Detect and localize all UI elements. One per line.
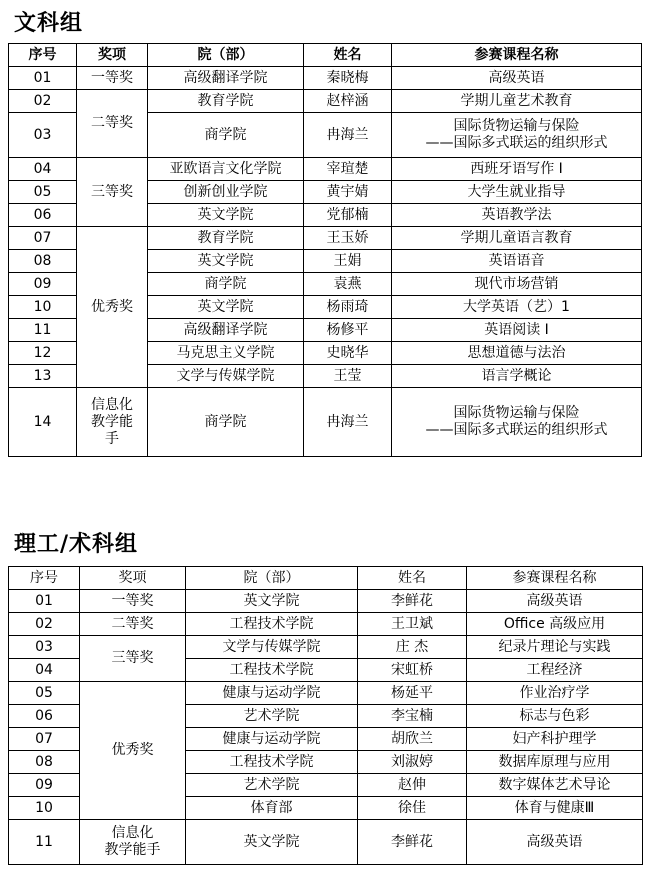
header-award: 奖项 <box>77 44 148 67</box>
table-row <box>9 590 643 613</box>
row-dept: 商学院 <box>148 113 304 158</box>
row-course: 作业治疗学 <box>467 682 643 705</box>
award-third: 三等奖 <box>77 158 148 227</box>
row-name: 史晓华 <box>304 342 392 365</box>
table-row <box>9 227 642 250</box>
row-course: 英语阅读 I <box>392 319 642 342</box>
row-name: 杨修平 <box>304 319 392 342</box>
table-row <box>9 388 642 457</box>
row-name: 黄宇婧 <box>304 181 392 204</box>
row-dept: 文学与传媒学院 <box>186 636 358 659</box>
row-dept: 高级翻译学院 <box>148 319 304 342</box>
header-no: 序号 <box>9 44 77 67</box>
row-no: 13 <box>9 365 77 388</box>
row-name: 杨雨琦 <box>304 296 392 319</box>
row-name: 秦晓梅 <box>304 67 392 90</box>
row-dept: 马克思主义学院 <box>148 342 304 365</box>
row-name: 李宝楠 <box>358 705 467 728</box>
row-no: 09 <box>9 774 80 797</box>
row-dept: 工程技术学院 <box>186 659 358 682</box>
award-first: 一等奖 <box>77 67 148 90</box>
table-row <box>9 158 642 181</box>
row-dept: 英文学院 <box>186 820 358 865</box>
row-course: 妇产科护理学 <box>467 728 643 751</box>
row-dept: 英文学院 <box>148 204 304 227</box>
science-arts-award-table <box>8 566 643 865</box>
row-no: 04 <box>9 158 77 181</box>
table-header-row <box>9 44 642 67</box>
row-name: 李鲜花 <box>358 590 467 613</box>
row-dept: 英文学院 <box>148 296 304 319</box>
row-course: 大学英语（艺）1 <box>392 296 642 319</box>
row-course: 高级英语 <box>467 820 643 865</box>
row-name: 李鲜花 <box>358 820 467 865</box>
row-no: 09 <box>9 273 77 296</box>
row-dept: 教育学院 <box>148 90 304 113</box>
row-course: 英语教学法 <box>392 204 642 227</box>
row-no: 02 <box>9 90 77 113</box>
row-dept: 艺术学院 <box>186 774 358 797</box>
row-course <box>392 113 642 158</box>
row-no: 03 <box>9 113 77 158</box>
award-info-line-2: 教学能手 <box>104 842 161 858</box>
section-title-science-arts: 理工/术科组 <box>14 531 139 557</box>
row-name: 宋虹桥 <box>358 659 467 682</box>
row-no: 11 <box>9 820 80 865</box>
table-row <box>9 682 643 705</box>
row-no: 10 <box>9 797 80 820</box>
row-course: 西班牙语写作 I <box>392 158 642 181</box>
course-line-2: ——国际多式联运的组织形式 <box>425 422 608 438</box>
award-first: 一等奖 <box>80 590 186 613</box>
row-dept: 体育部 <box>186 797 358 820</box>
row-name: 赵梓涵 <box>304 90 392 113</box>
table-header-row <box>9 567 643 590</box>
row-name: 冉海兰 <box>304 388 392 457</box>
liberal-arts-award-table <box>8 43 642 457</box>
header-course: 参赛课程名称 <box>392 44 642 67</box>
row-course <box>392 388 642 457</box>
row-dept: 工程技术学院 <box>186 613 358 636</box>
row-dept: 英文学院 <box>186 590 358 613</box>
row-course: Office 高级应用 <box>467 613 643 636</box>
row-no: 11 <box>9 319 77 342</box>
award-second: 二等奖 <box>80 613 186 636</box>
row-no: 02 <box>9 613 80 636</box>
row-name: 王卫斌 <box>358 613 467 636</box>
row-dept: 健康与运动学院 <box>186 728 358 751</box>
row-course: 数字媒体艺术导论 <box>467 774 643 797</box>
award-second: 二等奖 <box>77 90 148 158</box>
award-info-line-2: 教学能 <box>91 413 133 430</box>
row-course: 高级英语 <box>467 590 643 613</box>
row-no: 04 <box>9 659 80 682</box>
row-no: 10 <box>9 296 77 319</box>
row-no: 01 <box>9 590 80 613</box>
row-course: 学期儿童语言教育 <box>392 227 642 250</box>
row-name: 冉海兰 <box>304 113 392 158</box>
row-name: 胡欣兰 <box>358 728 467 751</box>
row-name: 徐佳 <box>358 797 467 820</box>
row-dept: 英文学院 <box>148 250 304 273</box>
header-award: 奖项 <box>80 567 186 590</box>
award-excellent: 优秀奖 <box>77 227 148 388</box>
row-course: 纪录片理论与实践 <box>467 636 643 659</box>
table-row <box>9 613 643 636</box>
header-name: 姓名 <box>358 567 467 590</box>
award-info <box>80 820 186 865</box>
row-no: 05 <box>9 682 80 705</box>
row-name: 王娟 <box>304 250 392 273</box>
row-dept: 健康与运动学院 <box>186 682 358 705</box>
row-name: 赵伸 <box>358 774 467 797</box>
header-dept: 院（部） <box>148 44 304 67</box>
award-excellent: 优秀奖 <box>80 682 186 820</box>
row-course: 学期儿童艺术教育 <box>392 90 642 113</box>
row-dept: 商学院 <box>148 273 304 296</box>
header-dept: 院（部） <box>186 567 358 590</box>
award-third: 三等奖 <box>80 636 186 682</box>
row-name: 宰瑄楚 <box>304 158 392 181</box>
header-name: 姓名 <box>304 44 392 67</box>
row-no: 08 <box>9 250 77 273</box>
row-no: 08 <box>9 751 80 774</box>
row-dept: 商学院 <box>148 388 304 457</box>
row-name: 党郁楠 <box>304 204 392 227</box>
table-row <box>9 90 642 113</box>
row-no: 14 <box>9 388 77 457</box>
row-dept: 亚欧语言文化学院 <box>148 158 304 181</box>
award-info-line-1: 信息化 <box>91 396 133 413</box>
row-name: 刘淑婷 <box>358 751 467 774</box>
row-dept: 工程技术学院 <box>186 751 358 774</box>
row-course: 思想道德与法治 <box>392 342 642 365</box>
course-line-2: ——国际多式联运的组织形式 <box>425 135 608 151</box>
table-row <box>9 636 643 659</box>
section-title-liberal-arts: 文科组 <box>14 10 84 36</box>
row-no: 12 <box>9 342 77 365</box>
table-row <box>9 67 642 90</box>
row-name: 王莹 <box>304 365 392 388</box>
row-dept: 艺术学院 <box>186 705 358 728</box>
course-line-1: 国际货物运输与保险 <box>453 118 580 134</box>
row-dept: 教育学院 <box>148 227 304 250</box>
row-name: 王玉娇 <box>304 227 392 250</box>
row-course: 工程经济 <box>467 659 643 682</box>
row-no: 07 <box>9 227 77 250</box>
row-course: 大学生就业指导 <box>392 181 642 204</box>
row-name: 杨延平 <box>358 682 467 705</box>
row-dept: 高级翻译学院 <box>148 67 304 90</box>
table-row <box>9 820 643 865</box>
row-dept: 创新创业学院 <box>148 181 304 204</box>
row-name: 庄 杰 <box>358 636 467 659</box>
header-no: 序号 <box>9 567 80 590</box>
row-dept: 文学与传媒学院 <box>148 365 304 388</box>
row-course: 高级英语 <box>392 67 642 90</box>
row-no: 07 <box>9 728 80 751</box>
award-info-line-1: 信息化 <box>111 825 154 841</box>
row-no: 06 <box>9 705 80 728</box>
row-course: 现代市场营销 <box>392 273 642 296</box>
award-info-line-3: 手 <box>105 430 119 447</box>
row-course: 语言学概论 <box>392 365 642 388</box>
row-course: 体育与健康Ⅲ <box>467 797 643 820</box>
row-no: 06 <box>9 204 77 227</box>
row-course: 标志与色彩 <box>467 705 643 728</box>
row-name: 袁燕 <box>304 273 392 296</box>
course-line-1: 国际货物运输与保险 <box>453 405 580 421</box>
row-no: 01 <box>9 67 77 90</box>
award-info <box>77 388 148 457</box>
row-no: 05 <box>9 181 77 204</box>
row-no: 03 <box>9 636 80 659</box>
row-course: 英语语音 <box>392 250 642 273</box>
header-course: 参赛课程名称 <box>467 567 643 590</box>
row-course: 数据库原理与应用 <box>467 751 643 774</box>
